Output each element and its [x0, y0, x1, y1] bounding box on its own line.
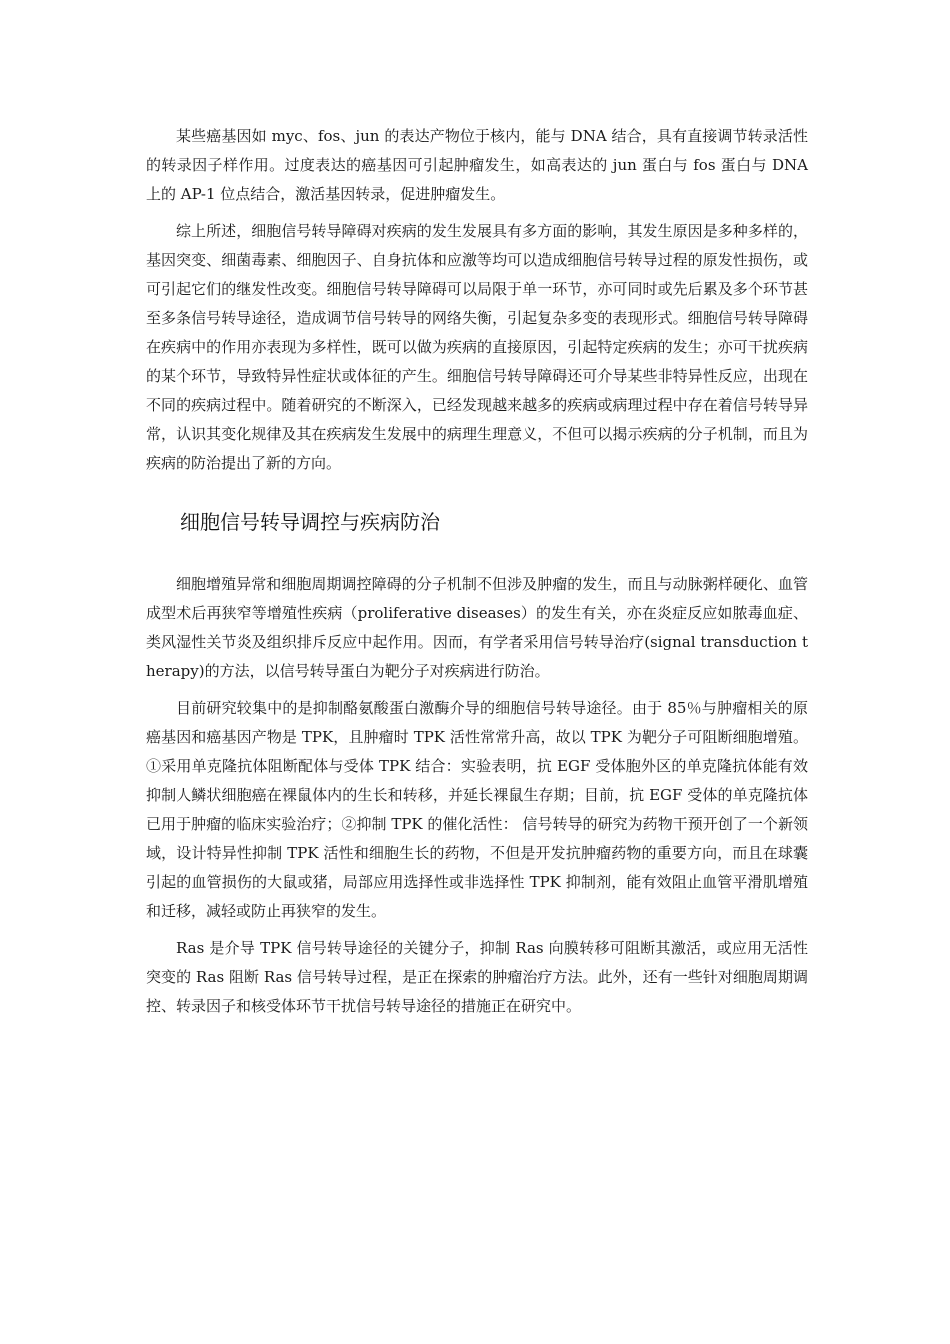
section-heading: 细胞信号转导调控与疾病防治	[180, 510, 440, 534]
paragraph-tpk-inhibition: 目前研究较集中的是抑制酪氨酸蛋白激酶介导的细胞信号转导途径。由于 85％与肿瘤相关的原癌基因和癌基因产物是 TPK，且肿瘤时 TPK 活性常常升高，故以 TPK 为靶分子可阻断细胞增殖。①采用单克隆抗体阻断配体与受体 TPK 结合：实验表明，抗 EGF 受体胞外区的单克隆抗体能有效抑制人鳞状细胞癌在裸鼠体内的生长和转移，并延长裸鼠生存期；目前，抗 EGF 受体的单克隆抗体已用于肿瘤的临床实验治疗；②抑制 TPK 的催化活性： 信号转导的研究为药物干预开创了一个新领域，设计特异性抑制 TPK 活性和细胞生长的药物，不但是开发抗肿瘤药物的重要方向，而且在球囊引起的血管损伤的大鼠或猪，局部应用选择性或非选择性 TPK 抑制剂，能有效阻止血管平滑肌增殖和迁移，减轻或防止再狭窄的发生。	[146, 699, 808, 920]
paragraph-summary: 综上所述，细胞信号转导障碍对疾病的发生发展具有多方面的影响，其发生原因是多种多样的，基因突变、细菌毒素、细胞因子、自身抗体和应激等均可以造成细胞信号转导过程的原发性损伤，或可引起它们的继发性改变。细胞信号转导障碍可以局限于单一环节，亦可同时或先后累及多个环节甚至多条信号转导途径，造成调节信号转导的网络失衡，引起复杂多变的表现形式。细胞信号转导障碍在疾病中的作用亦表现为多样性，既可以做为疾病的直接原因，引起特定疾病的发生；亦可干扰疾病的某个环节，导致特异性症状或体征的产生。细胞信号转导障碍还可介导某些非特异性反应，出现在不同的疾病过程中。随着研究的不断深入，已经发现越来越多的疾病或病理过程中存在着信号转导异常，认识其变化规律及其在疾病发生发展中的病理生理意义，不但可以揭示疾病的分子机制，而且为疾病的防治提出了新的方向。	[146, 222, 808, 472]
document-body	[146, 122, 808, 1029]
paragraph-proliferation: 细胞增殖异常和细胞周期调控障碍的分子机制不但涉及肿瘤的发生，而且与动脉粥样硬化、血管成型术后再狭窄等增殖性疾病（proliferative diseases）的发生有关，亦在炎症反应如脓毒血症、类风湿性关节炎及组织排斥反应中起作用。因而，有学者采用信号转导治疗(signal transduction therapy)的方法，以信号转导蛋白为靶分子对疾病进行防治。	[146, 575, 808, 680]
paragraph-ras: Ras 是介导 TPK 信号转导途径的关键分子，抑制 Ras 向膜转移可阻断其激活，或应用无活性突变的 Ras 阻断 Ras 信号转导过程，是正在探索的肿瘤治疗方法。此外，还有一些针对细胞周期调控、转录因子和核受体环节干扰信号转导途径的措施正在研究中。	[146, 939, 808, 1015]
paragraph-oncogene-nuclear: 某些癌基因如 myc、fos、jun 的表达产物位于核内，能与 DNA 结合，具有直接调节转录活性的转录因子样作用。过度表达的癌基因可引起肿瘤发生，如高表达的 jun 蛋白与 fos 蛋白与 DNA 上的 AP-1 位点结合，激活基因转录，促进肿瘤发生。	[146, 127, 808, 203]
